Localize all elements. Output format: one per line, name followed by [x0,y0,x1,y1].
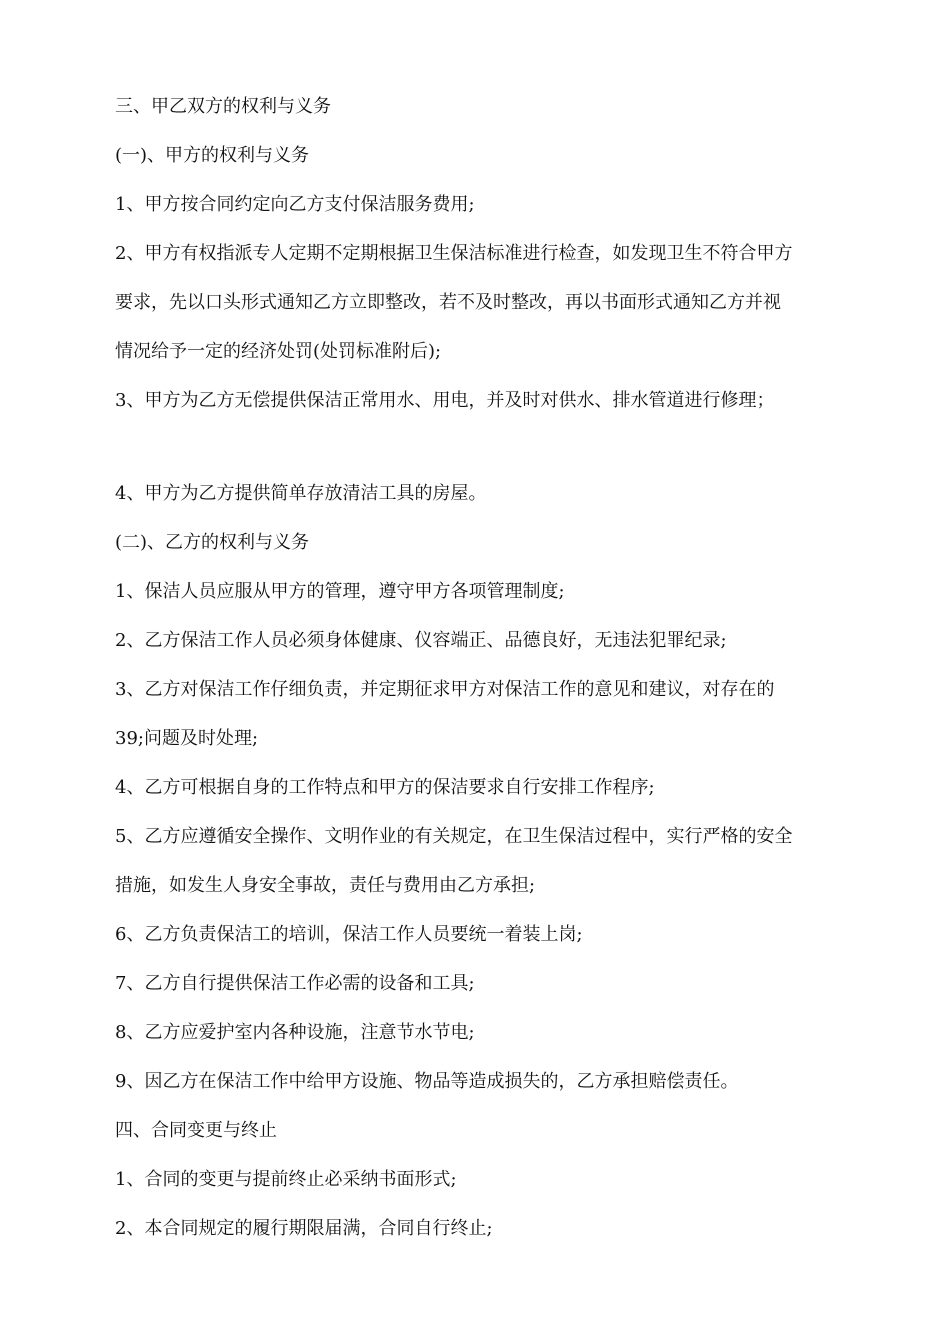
paragraph-line: 3、甲方为乙方无偿提供保洁正常用水、用电，并及时对供水、排水管道进行修理； [115,390,775,411]
paragraph-line: 要求，先以口头形式通知乙方立即整改，若不及时整改，再以书面形式通知乙方并视 [115,292,781,313]
paragraph-line: 6、乙方负责保洁工的培训，保洁工作人员要统一着装上岗; [115,924,583,945]
paragraph-line: 2、本合同规定的履行期限届满，合同自行终止; [115,1218,493,1239]
paragraph-line: 5、乙方应遵循安全操作、文明作业的有关规定，在卫生保洁过程中，实行严格的安全 [115,826,793,847]
paragraph-line: 1、甲方按合同约定向乙方支付保洁服务费用; [115,194,475,215]
paragraph-line: 1、保洁人员应服从甲方的管理，遵守甲方各项管理制度; [115,581,565,602]
paragraph-line: 2、甲方有权指派专人定期不定期根据卫生保洁标准进行检查，如发现卫生不符合甲方 [115,243,793,264]
paragraph-line: 4、乙方可根据自身的工作特点和甲方的保洁要求自行安排工作程序; [115,777,655,798]
paragraph-line: 措施，如发生人身安全事故，责任与费用由乙方承担; [115,875,536,896]
section-heading: 四、合同变更与终止 [115,1120,277,1141]
paragraph-line: 情况给予一定的经济处罚(处罚标准附后); [115,341,442,362]
paragraph-line: 9、因乙方在保洁工作中给甲方设施、物品等造成损失的，乙方承担赔偿责任。 [115,1071,739,1092]
paragraph-line: 3、乙方对保洁工作仔细负责，并定期征求甲方对保洁工作的意见和建议，对存在的 [115,679,775,700]
document-page [115,96,837,1240]
paragraph-line: 1、合同的变更与提前终止必采纳书面形式; [115,1169,457,1190]
paragraph-line: 2、乙方保洁工作人员必须身体健康、仪容端正、品德良好，无违法犯罪纪录; [115,630,727,651]
paragraph-line: 39;问题及时处理; [115,728,259,749]
subsection-heading: (二)、乙方的权利与义务 [115,532,310,553]
paragraph-line: 4、甲方为乙方提供简单存放清洁工具的房屋。 [115,483,487,504]
paragraph-line: 7、乙方自行提供保洁工作必需的设备和工具; [115,973,475,994]
subsection-heading: (一)、甲方的权利与义务 [115,145,310,166]
paragraph-line: 8、乙方应爱护室内各种设施，注意节水节电; [115,1022,475,1043]
section-heading: 三、甲乙双方的权利与义务 [115,96,331,117]
